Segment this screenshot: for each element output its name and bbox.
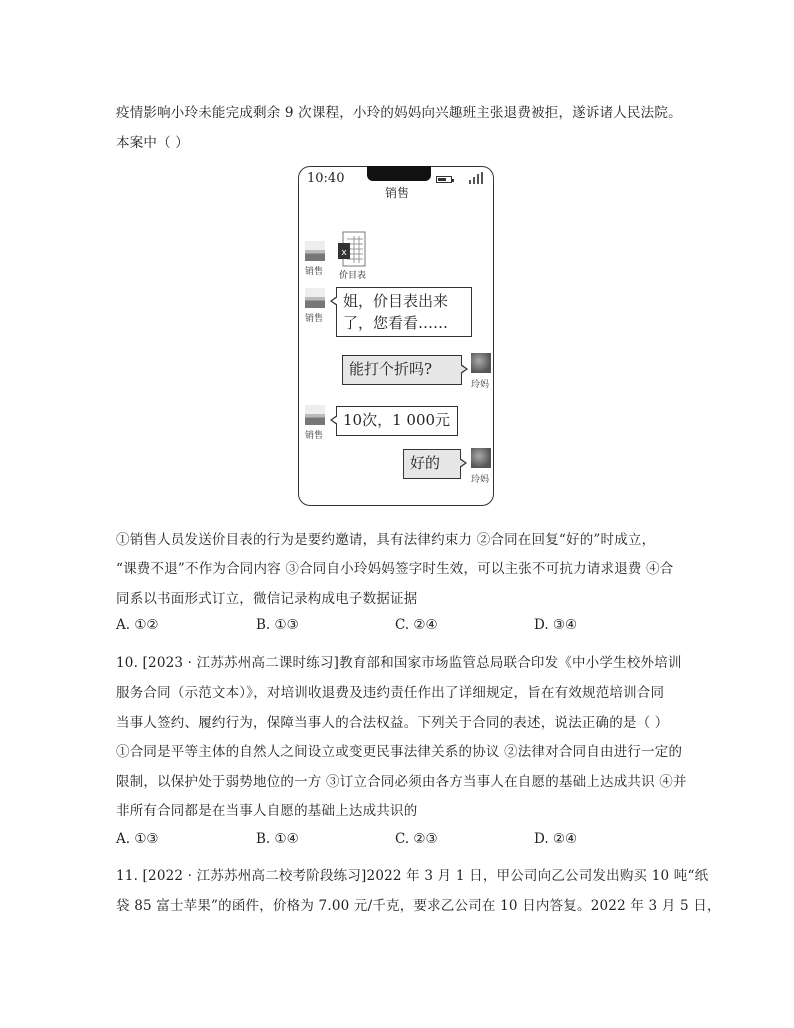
mom-avatar-label: 玲妈 — [471, 475, 490, 485]
q10-line-1: 10. [2023 · 江苏苏州高二课时练习]教育部和国家市场监管总局联合印发《中小学生校外培训 — [116, 655, 682, 671]
q9-statement-line-2: “课费不退”不作为合同内容 ③合同自小玲妈妈签字时生效，可以主张不可抗力请求退费 ④合 — [116, 561, 674, 577]
q10-line-2: 服务合同（示范文本）》，对培训收退费及违约责任作出了详细规定，旨在有效规范培训合同 — [116, 685, 665, 701]
excel-file-icon — [337, 231, 367, 269]
q10-option-c: C. ②③ — [395, 831, 438, 847]
signal-icon — [469, 172, 483, 184]
mom-avatar — [471, 448, 491, 468]
q10-option-d: D. ②④ — [534, 831, 578, 847]
phone-time: 10:40 — [307, 171, 345, 186]
q9-option-c: C. ②④ — [395, 617, 438, 633]
phone-notch — [367, 166, 431, 181]
message-text-line-1: 姐，价目表出来 — [343, 292, 449, 310]
message-bubble — [336, 287, 472, 337]
q10-line-3: 当事人签约、履约行为，保障当事人的合法权益。下列关于合同的表述，说法正确的是（ ） — [116, 715, 669, 731]
intro-line-1: 疫情影响小玲未能完成剩余 9 次课程，小玲的妈妈向兴趣班主张退费被拒，遂诉诸人民法院。 — [116, 105, 682, 121]
message-text: 10次，1 000元 — [343, 411, 451, 429]
q11-line-2: 袋 85 富士苹果”的函件，价格为 7.00 元/千克，要求乙公司在 10 日内答复。2022 年 3 月 5 日， — [116, 898, 721, 914]
q10-option-b: B. ①④ — [256, 831, 299, 847]
message-bubble — [403, 449, 461, 479]
q10-line-6: 非所有合同都是在当事人自愿的基础上达成共识的 — [116, 803, 418, 819]
message-bubble — [336, 406, 458, 436]
mom-avatar — [471, 353, 491, 373]
intro-line-2: 本案中（ ） — [116, 135, 189, 151]
q9-option-b: B. ①③ — [256, 617, 299, 633]
sales-avatar — [305, 288, 325, 308]
message-text: 好的 — [410, 454, 441, 472]
mom-avatar-label: 玲妈 — [471, 380, 490, 390]
sales-avatar-label: 销售 — [305, 267, 324, 277]
sales-avatar — [305, 241, 325, 261]
svg-text:x: x — [341, 248, 347, 258]
file-label: 价目表 — [339, 271, 367, 281]
q11-line-1: 11. [2022 · 江苏苏州高二校考阶段练习]2022 年 3 月 1 日，甲公司向乙公司发出购买 10 吨“纸 — [116, 868, 709, 884]
phone-illustration — [298, 166, 494, 506]
sales-avatar — [305, 405, 325, 425]
message-text: 能打个折吗? — [349, 360, 433, 378]
message-text-line-2: 了，您看看…… — [343, 314, 449, 332]
q9-statement-line-3: 同系以书面形式订立，微信记录构成电子数据证据 — [116, 591, 418, 607]
q9-option-d: D. ③④ — [534, 617, 578, 633]
q10-line-4: ①合同是平等主体的自然人之间设立或变更民事法律关系的协议 ②法律对合同自由进行一定的 — [116, 744, 683, 760]
message-bubble — [342, 355, 462, 385]
q9-option-a: A. ①② — [116, 617, 159, 633]
q9-statement-line-1: ①销售人员发送价目表的行为是要约邀请，具有法律约束力 ②合同在回复“好的”时成立， — [116, 532, 656, 548]
battery-icon — [436, 176, 452, 183]
chat-title: 销售 — [384, 186, 409, 200]
sales-avatar-label: 销售 — [305, 314, 324, 324]
q10-option-a: A. ①③ — [116, 831, 159, 847]
q10-line-5: 限制，以保护处于弱势地位的一方 ③订立合同必须由各方当事人在自愿的基础上达成共识 ④并 — [116, 774, 687, 790]
sales-avatar-label: 销售 — [305, 431, 324, 441]
